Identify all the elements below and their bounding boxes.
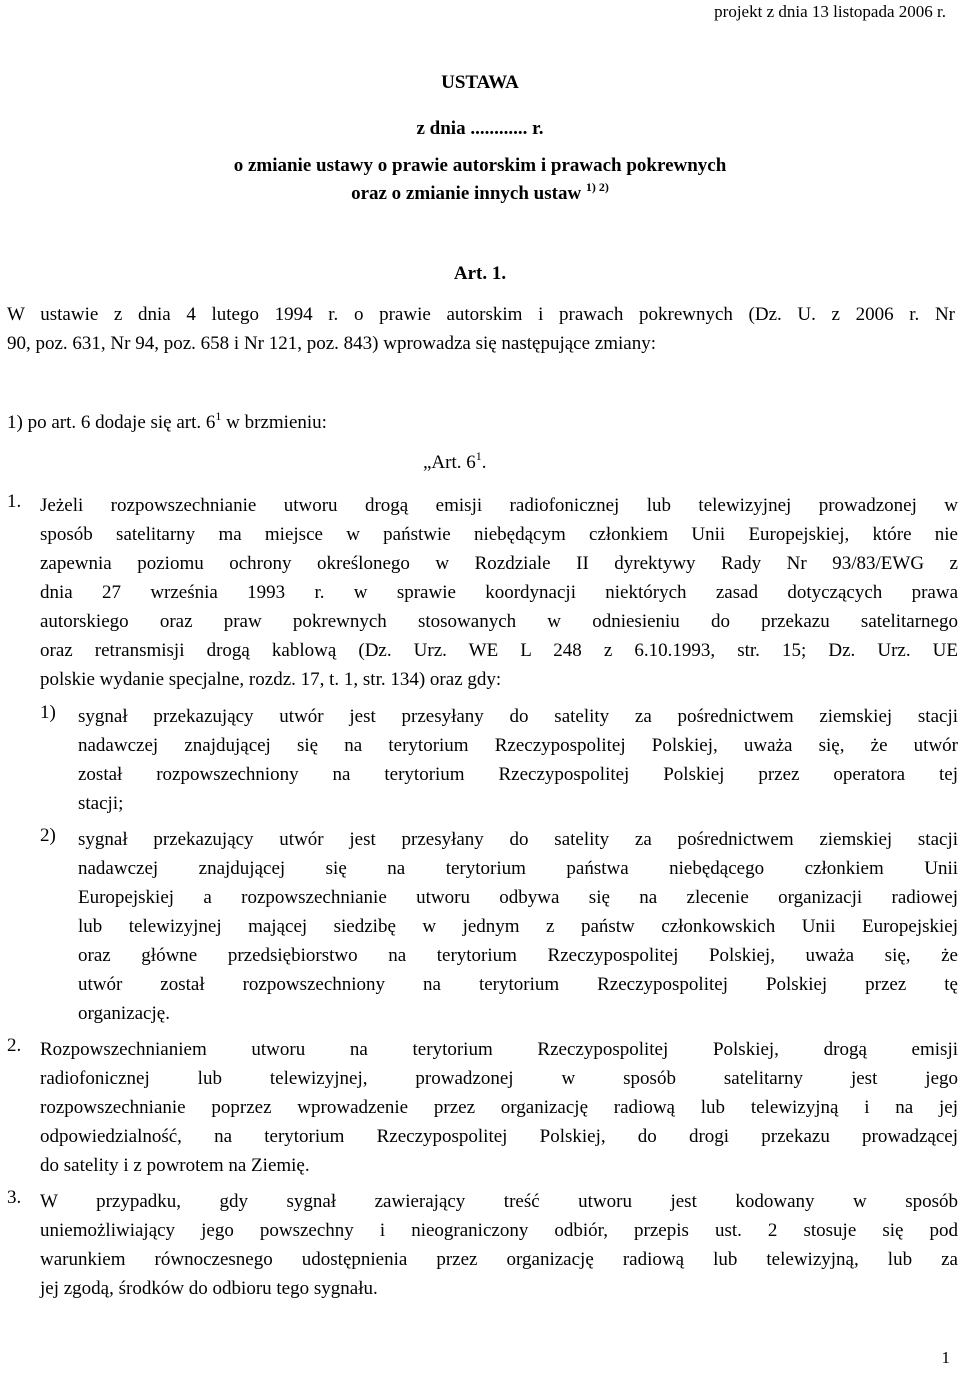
item-2-line-6: utwór został rozpowszechniony na terytorium Rzeczypospolitej Polskiej przez tę [78, 974, 958, 995]
act-title-line-2 [0, 179, 960, 205]
amendment-point-1-text: 1) po art. 6 dodaje się art. 6 [7, 412, 216, 433]
section-1-line-6: oraz retransmisji drogą kablową (Dz. Urz. WE L 248 z 6.10.1993, str. 15; Dz. Urz. UE [40, 640, 958, 661]
section-1-number: 1. [7, 491, 22, 512]
item-2-line-4: lub telewizyjnej mającej siedzibę w jednym z państw członkowskich Unii Europejskiej [78, 916, 958, 937]
item-2-line-5: oraz główne przedsiębiorstwo na terytorium Rzeczypospolitej Polskiej, uważa się, że [78, 945, 958, 966]
section-3-line-2: uniemożliwiający jego powszechny i nieograniczony odbiór, przepis ust. 2 stosuje się pod [40, 1220, 958, 1241]
item-2-number: 2) [40, 825, 56, 846]
new-article-heading [423, 448, 487, 474]
page-number: 1 [941, 1348, 950, 1367]
act-title-line-1: o zmianie ustawy o prawie autorskim i prawach pokrewnych [233, 155, 727, 176]
article-1-intro [7, 300, 955, 358]
article-1-intro-line-1: W ustawie z dnia 4 lutego 1994 r. o prawie autorskim i prawach pokrewnych (Dz. U. z 2006 r. Nr [7, 304, 955, 325]
act-title-line-2-text: oraz o zmianie innych ustaw [351, 183, 582, 204]
item-2-text [78, 825, 958, 1028]
section-3-text [40, 1187, 958, 1303]
amendment-point-1-sup: 1 [215, 408, 222, 423]
item-2-line-1: sygnał przekazujący utwór jest przesyłany do satelity za pośrednictwem ziemskiej stacji [78, 829, 958, 850]
section-1-line-3: zapewnia poziomu ochrony określonego w Rozdziale II dyrektywy Rady Nr 93/83/EWG z [40, 553, 958, 574]
item-1-text [78, 702, 958, 818]
new-article-heading-sup: 1 [475, 448, 482, 463]
section-2-line-5: do satelity i z powrotem na Ziemię. [40, 1155, 310, 1176]
draft-date-note: projekt z dnia 13 listopada 2006 r. [714, 2, 946, 21]
item-1-line-3: został rozpowszechniony na terytorium Rzeczypospolitej Polskiej przez operatora tej [78, 764, 958, 785]
section-1-line-1: Jeżeli rozpowszechnianie utworu drogą emisji radiofonicznej lub telewizyjnej prowadzonej w [40, 495, 958, 516]
section-2-line-3: rozpowszechnianie poprzez wprowadzenie przez organizację radiową lub telewizyjną i na jej [40, 1097, 958, 1118]
section-3-line-3: warunkiem równoczesnego udostępnienia przez organizację radiową lub telewizyjną, lub za [40, 1249, 958, 1270]
item-1-line-4: stacji; [78, 793, 124, 814]
section-2-line-2: radiofonicznej lub telewizyjnej, prowadzonej w sposób satelitarny jest jego [40, 1068, 958, 1089]
footnote-markers: 1) 2) [585, 179, 609, 194]
document-type-heading: USTAWA [441, 72, 519, 93]
act-date-line: z dnia ............ r. [416, 118, 544, 139]
item-1-number: 1) [40, 702, 56, 723]
section-3-line-4: jej zgodą, środków do odbioru tego sygnału. [40, 1278, 378, 1299]
section-2-text [40, 1035, 958, 1180]
section-1-line-5: autorskiego oraz praw pokrewnych stosowanych w odniesieniu do przekazu satelitarnego [40, 611, 958, 632]
item-2-line-2: nadawczej znajdującej się na terytorium państwa niebędącego członkiem Unii [78, 858, 958, 879]
item-2-line-3: Europejskiej a rozpowszechnianie utworu odbywa się na zlecenie organizacji radiowej [78, 887, 958, 908]
section-1-line-2: sposób satelitarny ma miejsce w państwie niebędącym członkiem Unii Europejskiej, które nie [40, 524, 958, 545]
amendment-point-1-suffix: w brzmieniu: [221, 412, 327, 433]
new-article-heading-dot: . [481, 452, 487, 473]
new-article-heading-text: „Art. 6 [423, 452, 476, 473]
section-3-line-1: W przypadku, gdy sygnał zawierający treść utworu jest kodowany w sposób [40, 1191, 958, 1212]
item-2-line-7: organizację. [78, 1003, 170, 1024]
item-1-line-2: nadawczej znajdującej się na terytorium Rzeczypospolitej Polskiej, uważa się, że utwór [78, 735, 958, 756]
item-1-line-1: sygnał przekazujący utwór jest przesyłany do satelity za pośrednictwem ziemskiej stacji [78, 706, 958, 727]
section-2-number: 2. [7, 1035, 22, 1056]
section-2-line-4: odpowiedzialność, na terytorium Rzeczypospolitej Polskiej, do drogi przekazu prowadzącej [40, 1126, 958, 1147]
article-1-intro-line-2: 90, poz. 631, Nr 94, poz. 658 i Nr 121, poz. 843) wprowadza się następujące zmiany: [7, 333, 656, 354]
article-1-heading: Art. 1. [453, 263, 507, 284]
section-1-line-4: dnia 27 września 1993 r. w sprawie koordynacji niektórych zasad dotyczących prawa [40, 582, 958, 603]
amendment-point-1 [7, 408, 327, 434]
section-1-line-7: polskie wydanie specjalne, rozdz. 17, t. 1, str. 134) oraz gdy: [40, 669, 502, 690]
section-2-line-1: Rozpowszechnianiem utworu na terytorium Rzeczypospolitej Polskiej, drogą emisji [40, 1039, 958, 1060]
section-3-number: 3. [7, 1187, 22, 1208]
section-1-text [40, 491, 958, 694]
